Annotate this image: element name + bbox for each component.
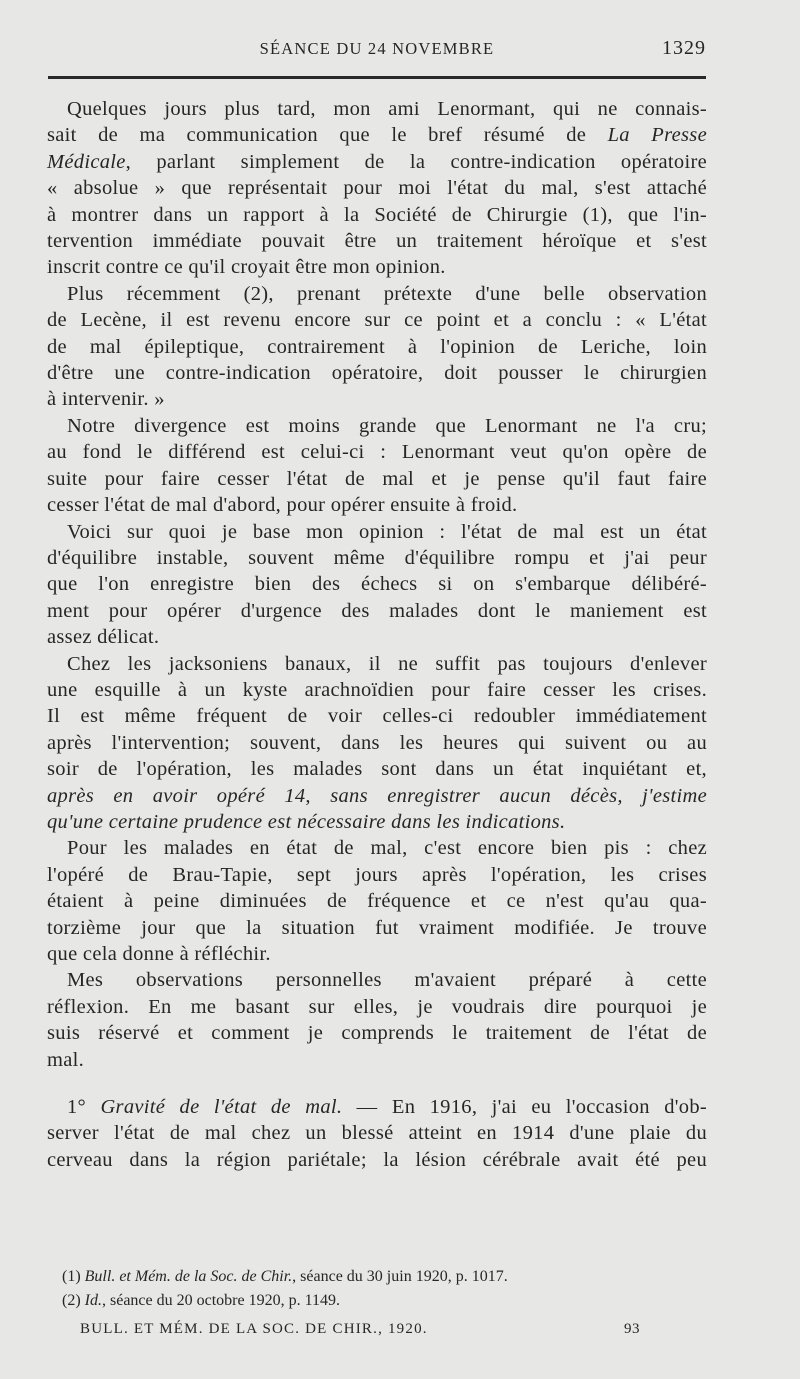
italic-text: Gravité de l'état de mal. bbox=[100, 1096, 343, 1119]
footnote: (2) Id., séance du 20 octobre 1920, p. 1149. bbox=[62, 1292, 340, 1309]
paragraph bbox=[47, 1094, 707, 1173]
italic-text: Id. bbox=[84, 1292, 102, 1309]
text-line: après l'intervention; souvent, dans les heures qui suivent ou au bbox=[47, 731, 707, 754]
paragraph bbox=[47, 651, 707, 836]
text-line: suis réservé et comment je comprends le traitement de l'état de bbox=[47, 1022, 707, 1045]
paragraph bbox=[47, 967, 707, 1073]
page-number: 1329 bbox=[662, 37, 706, 59]
text-line: server l'état de mal chez un blessé atteint en 1914 d'une plaie du bbox=[47, 1122, 707, 1145]
text-line: 1° Gravité de l'état de mal. — En 1916, j'ai eu l'occasion d'ob- bbox=[67, 1096, 707, 1119]
paragraph bbox=[47, 413, 707, 519]
italic-text: après en avoir opéré 14, sans enregistrer aucun décès, j'estime bbox=[47, 784, 707, 807]
text-line: soir de l'opération, les malades sont dans un état inquiétant et, bbox=[47, 758, 707, 781]
italic-text: Médicale bbox=[47, 150, 126, 173]
text-line: sait de ma communication que le bref résumé de La Presse bbox=[47, 124, 707, 147]
journal-footer: BULL. ET MÉM. DE LA SOC. DE CHIR., 1920. bbox=[80, 1321, 428, 1337]
section-gap bbox=[47, 1073, 707, 1094]
text-line: à intervenir. » bbox=[47, 388, 165, 411]
text-line: suite pour faire cesser l'état de mal et je pense qu'il faut faire bbox=[47, 467, 707, 490]
text-line: l'opéré de Brau-Tapie, sept jours après l'opération, les crises bbox=[47, 863, 707, 886]
header-rule bbox=[48, 76, 706, 79]
text-line bbox=[47, 809, 707, 835]
signature-mark: 93 bbox=[624, 1321, 640, 1337]
text-line: Mes observations personnelles m'avaient préparé à cette bbox=[67, 969, 707, 992]
text-line: mal. bbox=[47, 1048, 85, 1071]
text-line: réflexion. En me basant sur elles, je voudrais dire pourquoi je bbox=[47, 995, 707, 1018]
text-line bbox=[47, 783, 707, 809]
page-footer bbox=[80, 1321, 640, 1338]
italic-text: La Presse bbox=[607, 124, 707, 147]
page-header bbox=[48, 37, 706, 63]
text-line: Chez les jacksoniens banaux, il ne suffit pas toujours d'enlever bbox=[67, 652, 707, 675]
text-line: d'être une contre-indication opératoire, doit pousser le chirurgien bbox=[47, 362, 707, 385]
text-line: une esquille à un kyste arachnoïdien pour faire cesser les crises. bbox=[47, 678, 707, 701]
text-line: Médicale, parlant simplement de la contre-indication opératoire bbox=[47, 150, 707, 173]
text-line: assez délicat. bbox=[47, 626, 160, 649]
text-line: de mal épileptique, contrairement à l'opinion de Leriche, loin bbox=[47, 335, 707, 358]
text-line: au fond le différend est celui-ci : Lenormant veut qu'on opère de bbox=[47, 441, 707, 464]
text-line: cerveau dans la région pariétale; la lésion cérébrale avait été peu bbox=[47, 1148, 707, 1171]
paragraph bbox=[47, 519, 707, 651]
text-line: étaient à peine diminuées de fréquence et ce n'est qu'au qua- bbox=[47, 890, 707, 913]
text-line: Voici sur quoi je base mon opinion : l'état de mal est un état bbox=[67, 520, 707, 543]
text-line: tervention immédiate pouvait être un traitement héroïque et s'est bbox=[47, 230, 707, 253]
text-line: Pour les malades en état de mal, c'est encore bien pis : chez bbox=[67, 837, 707, 860]
text-line: de Lecène, il est revenu encore sur ce point et a conclu : « L'état bbox=[47, 309, 707, 332]
paragraph bbox=[47, 281, 707, 413]
italic-text: Bull. et Mém. de la Soc. de Chir. bbox=[84, 1268, 293, 1285]
footnotes bbox=[62, 1265, 702, 1313]
text-line: « absolue » que représentait pour moi l'état du mal, s'est attaché bbox=[47, 177, 707, 200]
text-line: que cela donne à réfléchir. bbox=[47, 943, 271, 965]
text-line: Il est même fréquent de voir celles-ci redoubler immédiatement bbox=[47, 705, 707, 728]
footnote: (1) Bull. et Mém. de la Soc. de Chir., séance du 30 juin 1920, p. 1017. bbox=[62, 1268, 508, 1285]
text-line: Quelques jours plus tard, mon ami Lenormant, qui ne connais- bbox=[67, 98, 707, 120]
text-line: inscrit contre ce qu'il croyait être mon opinion. bbox=[47, 256, 446, 279]
text-line: que l'on enregistre bien des échecs si on s'embarque délibéré- bbox=[47, 573, 707, 596]
text-line: cesser l'état de mal d'abord, pour opérer ensuite à froid. bbox=[47, 494, 518, 517]
text-line: d'équilibre instable, souvent même d'équilibre rompu et j'ai peur bbox=[47, 546, 707, 569]
body-text bbox=[47, 96, 707, 1173]
running-head: SÉANCE DU 24 NOVEMBRE bbox=[259, 39, 495, 58]
paragraph bbox=[47, 835, 707, 967]
italic-text: qu'une certaine prudence est nécessaire dans les indications. bbox=[47, 810, 566, 833]
text-line: Plus récemment (2), prenant prétexte d'une belle observation bbox=[67, 282, 707, 305]
text-line: ment pour opérer d'urgence des malades dont le maniement est bbox=[47, 599, 707, 622]
text-line: Notre divergence est moins grande que Lenormant ne l'a cru; bbox=[67, 414, 707, 437]
text-line: à montrer dans un rapport à la Société de Chirurgie (1), que l'in- bbox=[47, 203, 707, 226]
paragraph bbox=[47, 96, 707, 281]
text-line: torzième jour que la situation fut vraiment modifiée. Je trouve bbox=[47, 916, 707, 939]
